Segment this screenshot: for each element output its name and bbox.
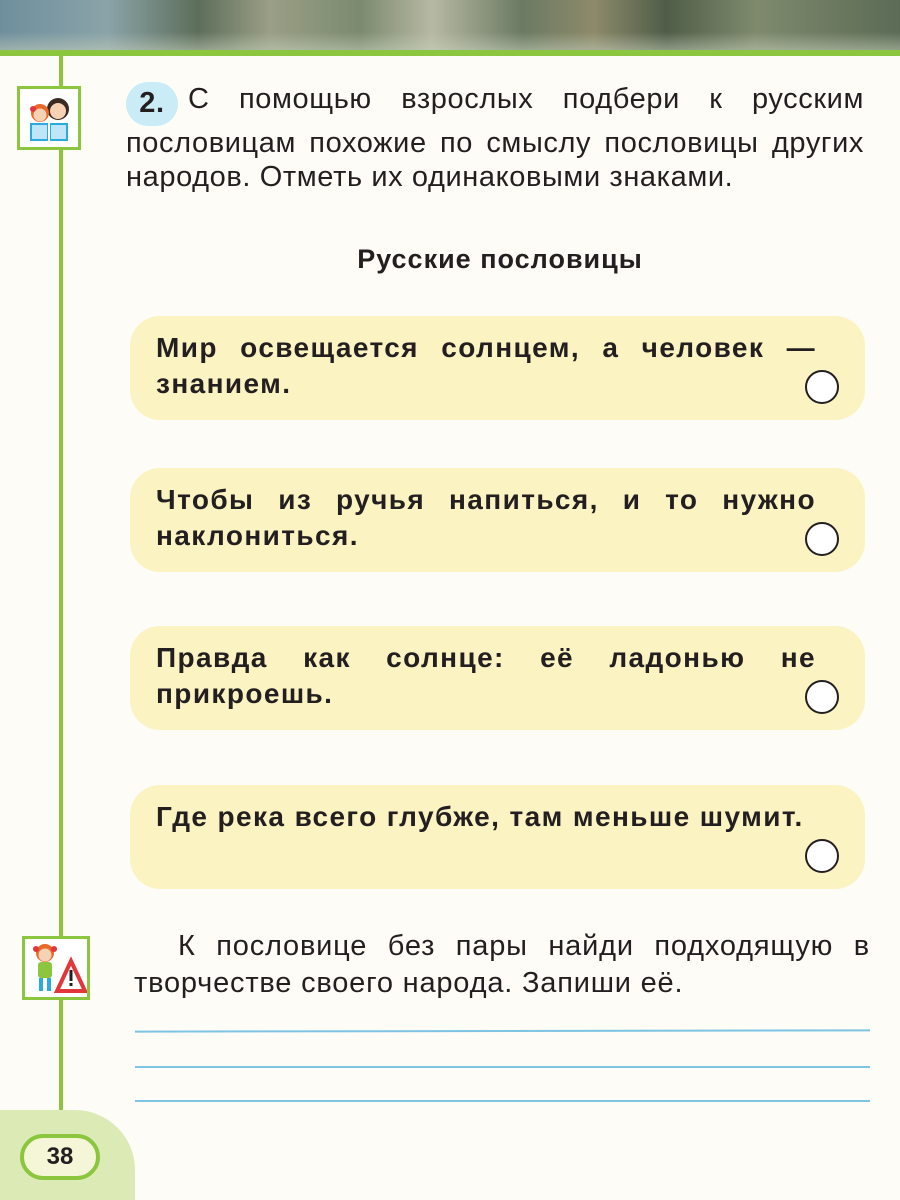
page-number: 38 (20, 1134, 100, 1180)
task-text: С помощью взрослых подбери к русским пословицам похожие по смыслу пословицы других народов. Отметь их одинаковыми знаками. (126, 83, 864, 193)
header-photo-strip (0, 0, 900, 50)
mark-circle[interactable] (805, 680, 839, 714)
proverb-card (130, 785, 865, 889)
section-heading: Русские пословицы (357, 244, 643, 274)
top-divider (0, 50, 900, 56)
reading-children-icon (17, 86, 81, 150)
proverb-text: Правда как солнце: её ладонью не прикроешь. (156, 642, 816, 709)
girl-warning-sign-icon (22, 936, 90, 1000)
mark-circle[interactable] (805, 370, 839, 404)
proverb-text: Где река всего глубже, там меньше шумит. (156, 801, 804, 832)
proverb-text: Чтобы из ручья напиться, и то нужно наклониться. (156, 484, 816, 551)
proverb-card (130, 626, 865, 730)
proverb-text: Мир освещается солнцем, а человек — знанием. (156, 332, 816, 399)
answer-line[interactable] (135, 1100, 870, 1102)
mark-circle[interactable] (805, 839, 839, 873)
task-instruction (126, 82, 864, 194)
extra-task-instruction: К пословице без пары найди подходящую в творчестве своего народа. Запиши её. (134, 930, 870, 999)
answer-line[interactable] (135, 1066, 870, 1068)
answer-line[interactable] (135, 1029, 870, 1032)
mark-circle[interactable] (805, 522, 839, 556)
proverb-card (130, 468, 865, 572)
proverb-card (130, 316, 865, 420)
task-number-badge: 2. (126, 82, 178, 126)
